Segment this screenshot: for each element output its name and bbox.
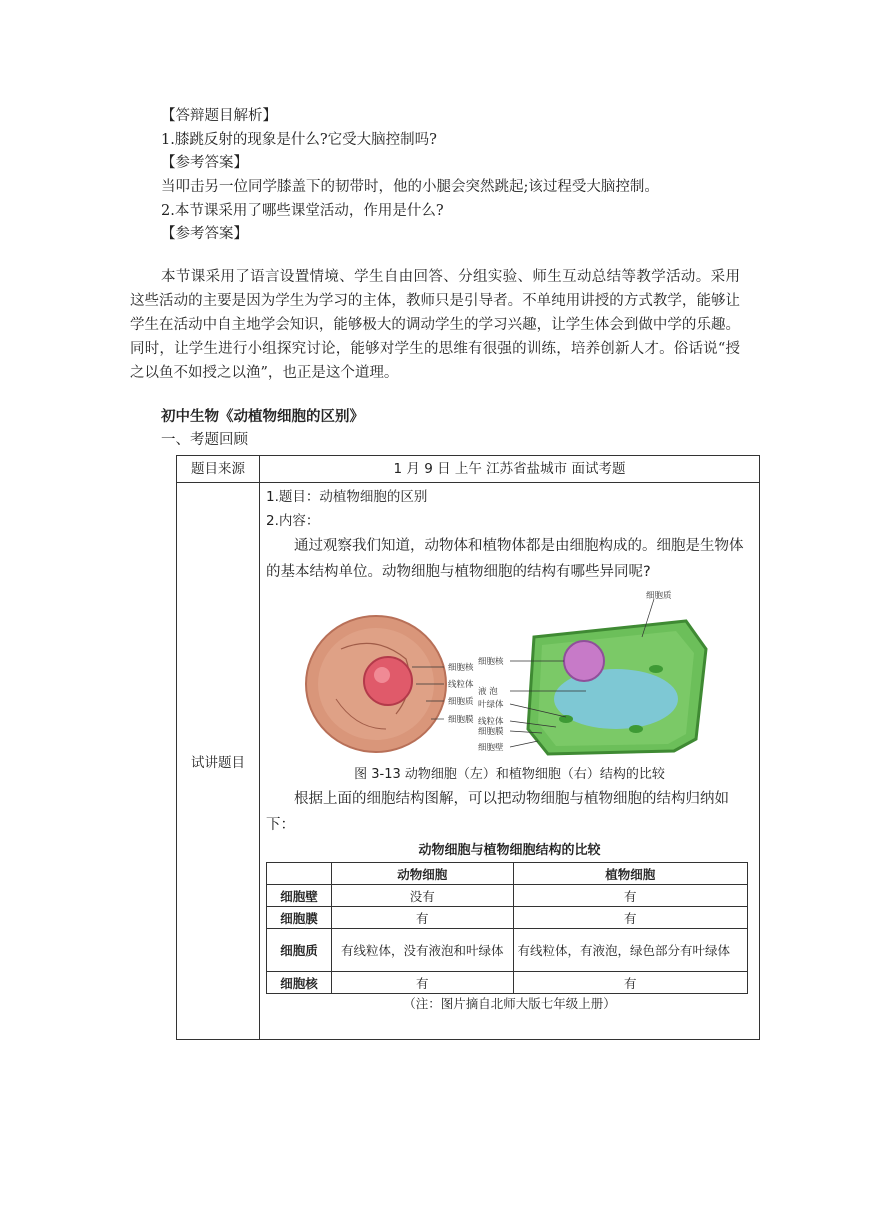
plant-cell-value: 有 <box>513 885 747 907</box>
row-header: 细胞质 <box>267 929 332 972</box>
compare-header-animal: 动物细胞 <box>332 863 514 885</box>
plant-cell-value: 有 <box>513 907 747 929</box>
heading-analysis: 【答辩题目解析】 <box>161 108 277 124</box>
section-subtitle: 一、考题回顾 <box>161 432 248 448</box>
compare-header-empty <box>267 863 332 885</box>
label-plant-mitochondria: 线粒体 <box>478 717 504 727</box>
heading-answer-1: 【参考答案】 <box>161 155 248 171</box>
compare-header-row <box>267 863 748 885</box>
label-animal-nucleus: 细胞核 <box>448 663 474 673</box>
label-animal-mitochondria: 线粒体 <box>448 680 474 690</box>
table-row <box>267 907 748 929</box>
question-1: 1.膝跳反射的现象是什么?它受大脑控制吗? <box>161 132 437 148</box>
source-value: 1 月 9 日 上午 江苏省盐城市 面试考题 <box>260 456 760 483</box>
table-row <box>267 929 748 972</box>
content-paragraph-1: 通过观察我们知道，动物体和植物体都是由细胞构成的。细胞是生物体的基本结构单位。动物细胞与植物细胞的结构有哪些异同呢? <box>266 538 744 580</box>
question-2: 2.本节课采用了哪些课堂活动，作用是什么? <box>161 203 444 219</box>
animal-nucleus <box>364 657 412 705</box>
heading-answer-2: 【参考答案】 <box>161 226 248 242</box>
table-row <box>267 972 748 994</box>
label-plant-membrane: 细胞膜 <box>478 727 504 737</box>
row-header: 细胞壁 <box>267 885 332 907</box>
label-plant-wall: 细胞壁 <box>478 743 504 753</box>
label-animal-membrane: 细胞膜 <box>448 715 474 725</box>
label-plant-chloroplast: 叶绿体 <box>478 700 504 710</box>
figure-note: （注：图片摘自北师大版七年级上册） <box>403 996 616 1011</box>
answer-2-paragraph: 本节课采用了语言设置情境、学生自由回答、分组实验、师生互动总结等教学活动。采用这些活动的主要是因为学生为学习的主体，教师只是引导者。不单纯用讲授的方式教学，能够让学生在活动中自主地学会知识，能够极大的调动学生的学习兴趣，让学生体会到做中学的乐趣。同时，让学生进行小组探究讨论，能够对学生的思维有很强的训练，培养创新人才。俗话说“授之以鱼不如授之以渔”，也正是这个道理。 <box>130 269 740 381</box>
plant-cell-value: 有线粒体，有液泡，绿色部分有叶绿体 <box>513 929 747 972</box>
label-animal-cytoplasm: 细胞质 <box>448 697 474 707</box>
plant-nucleus <box>564 641 604 681</box>
topic-item-2: 2.内容： <box>266 513 320 529</box>
label-plant-cytoplasm: 细胞质 <box>646 591 672 601</box>
cell-figure <box>266 589 753 764</box>
content-paragraph-2: 根据上面的细胞结构图解，可以把动物细胞与植物细胞的结构归纳如下： <box>266 791 729 833</box>
plant-cell-value: 有 <box>513 972 747 994</box>
compare-table-title: 动物细胞与植物细胞结构的比较 <box>418 843 601 858</box>
animal-cell-value: 有 <box>332 907 514 929</box>
label-plant-vacuole: 液 泡 <box>478 687 498 697</box>
animal-cell-value: 有线粒体，没有液泡和叶绿体 <box>332 929 514 972</box>
topic-content <box>260 483 760 1040</box>
animal-cell-value: 没有 <box>332 885 514 907</box>
topic-label: 试讲题目 <box>177 483 260 1040</box>
figure-caption: 图 3-13 动物细胞（左）和植物细胞（右）结构的比较 <box>354 767 665 782</box>
compare-header-plant: 植物细胞 <box>513 863 747 885</box>
compare-table <box>266 862 748 994</box>
answer-1: 当叩击另一位同学膝盖下的韧带时，他的小腿会突然跳起;该过程受大脑控制。 <box>161 179 659 195</box>
row-header: 细胞膜 <box>267 907 332 929</box>
table-row <box>267 885 748 907</box>
source-label: 题目来源 <box>177 456 260 483</box>
exam-table <box>176 455 760 1040</box>
label-plant-nucleus: 细胞核 <box>478 657 504 667</box>
row-header: 细胞核 <box>267 972 332 994</box>
section-title: 初中生物《动植物细胞的区别》 <box>161 408 364 425</box>
topic-item-1: 1.题目：动植物细胞的区别 <box>266 489 428 505</box>
animal-cell-value: 有 <box>332 972 514 994</box>
cell-diagram <box>266 589 736 764</box>
